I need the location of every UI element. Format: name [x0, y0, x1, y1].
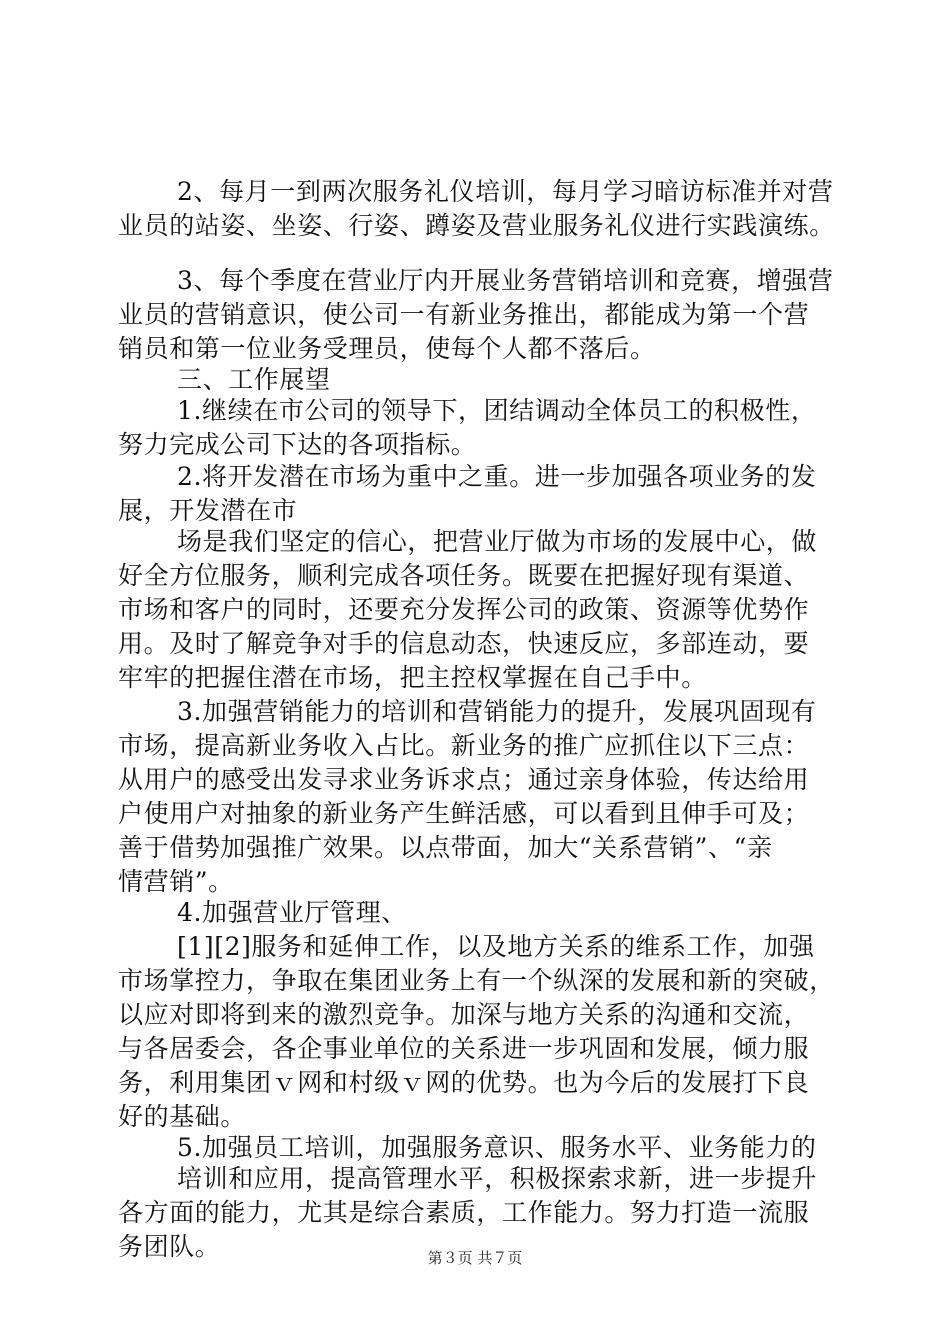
text-line: 务团队。 — [118, 1232, 221, 1261]
text-line: 用。及时了解竞争对手的信息动态，快速反应，多部连动，要 — [118, 629, 810, 658]
text-line: 牢牢的把握住潜在市场，把主控权掌握在自己手中。 — [118, 663, 707, 692]
text-line: 2、每月一到两次服务礼仪培训，每月学习暗访标准并对营 — [177, 177, 834, 206]
text-line: 努力完成公司下达的各项指标。 — [118, 430, 477, 459]
text-line: 户使用户对抽象的新业务产生鲜活感，可以看到且伸手可及； — [118, 799, 810, 828]
text-line: 销员和第一位业务受理员，使每个人都不落后。 — [118, 334, 656, 363]
text-line: 业员的营销意识，使公司一有新业务推出，都能成为第一个营 — [118, 300, 810, 329]
text-line: 4.加强营业厅管理、 — [177, 898, 407, 927]
section-heading: 三、工作展望 — [177, 365, 331, 394]
text-line: 业员的站姿、坐姿、行姿、蹲姿及营业服务礼仪进行实践演练。 — [118, 211, 835, 240]
text-line: 情营销”。 — [118, 867, 234, 896]
text-line: 1.继续在市公司的领导下，团结调动全体员工的积极性， — [177, 396, 817, 425]
text-line: 以应对即将到来的激烈竞争。加深与地方关系的沟通和交流， — [118, 1000, 810, 1029]
text-line: 各方面的能力，尤其是综合素质，工作能力。努力打造一流服 — [118, 1198, 810, 1227]
text-line: 市场，提高新业务收入占比。新业务的推广应抓住以下三点： — [118, 731, 810, 760]
text-line: 市场掌控力，争取在集团业务上有一个纵深的发展和新的突破， — [118, 966, 835, 995]
text-line: 务，利用集团ｖ网和村级ｖ网的优势。也为今后的发展打下良 — [118, 1068, 810, 1097]
text-line: 3.加强营销能力的培训和营销能力的提升，发展巩固现有 — [177, 697, 817, 726]
text-line: 展，开发潜在市 — [118, 496, 298, 525]
text-line: 好全方位服务，顺利完成各项任务。既要在把握好现有渠道、 — [118, 561, 810, 590]
text-line: 与各居委会，各企事业单位的关系进一步巩固和发展，倾力服 — [118, 1034, 810, 1063]
text-line: 从用户的感受出发寻求业务诉求点；通过亲身体验，传达给用 — [118, 765, 810, 794]
text-line: 善于借势加强推广效果。以点带面，加大“关系营销”、“亲 — [118, 833, 773, 862]
text-line: 好的基础。 — [118, 1102, 247, 1131]
text-line: 3、每个季度在营业厅内开展业务营销培训和竞赛，增强营 — [177, 266, 834, 295]
text-line: 2.将开发潜在市场为重中之重。进一步加强各项业务的发 — [177, 462, 817, 491]
text-line: 5.加强员工培训，加强服务意识、服务水平、业务能力的 — [177, 1133, 817, 1162]
page-number-footer: 第３页 共７页 — [427, 1249, 523, 1267]
text-line: 场是我们坚定的信心，把营业厅做为市场的发展中心，做 — [177, 527, 818, 556]
text-line: 培训和应用，提高管理水平，积极探索求新，进一步提升 — [177, 1164, 818, 1193]
text-line: [1][2]服务和延伸工作，以及地方关系的维系工作，加强 — [177, 932, 815, 961]
text-line: 市场和客户的同时，还要充分发挥公司的政策、资源等优势作 — [118, 595, 810, 624]
